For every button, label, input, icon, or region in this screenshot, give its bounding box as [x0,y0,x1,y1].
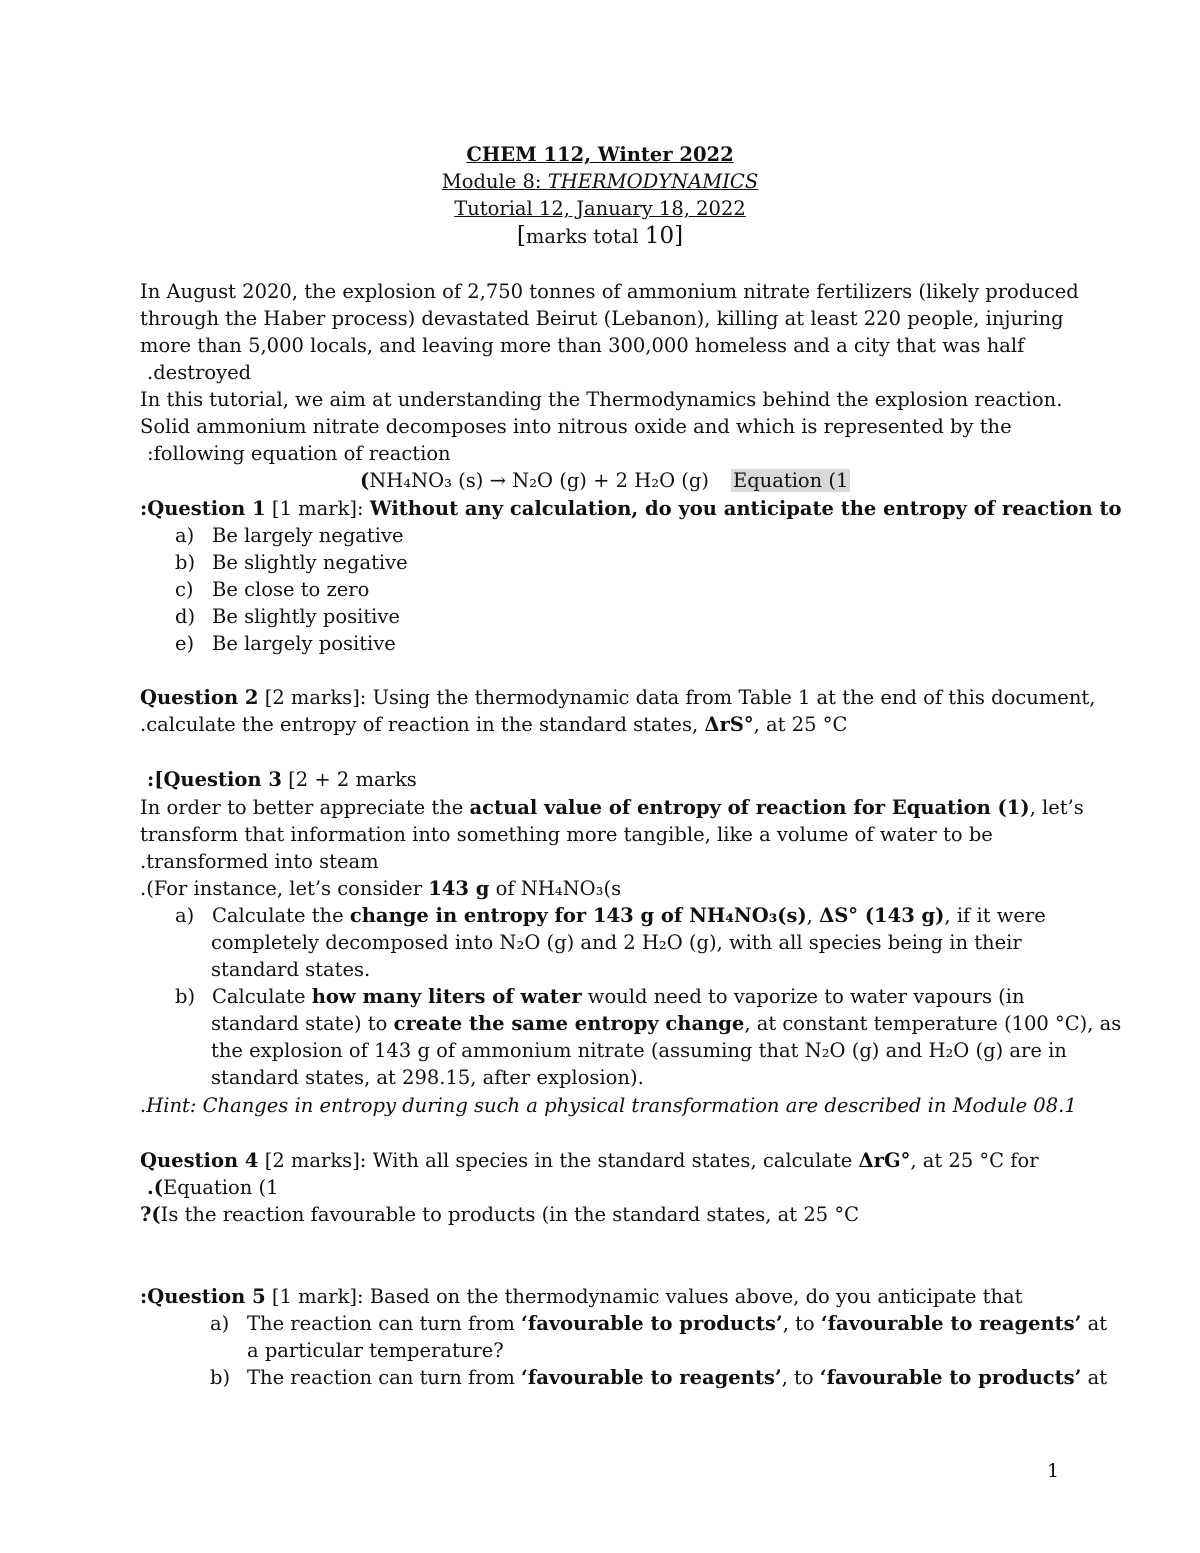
q5-prefix: : [140,1285,148,1308]
q3-hint: .Hint: Changes in entropy during such a physical transformation are described in Module 08.1 [140,1094,1077,1117]
q3b-line: the explosion of 143 g of ammonium nitrate (assuming that N₂O (g) and H₂O (g) are in [211,1039,1067,1062]
option-marker: c) [175,578,194,601]
course-title [0,142,1200,168]
q5a-bold-text: ‘favourable to products’ [521,1312,783,1335]
q5a-line [210,1311,1200,1337]
module-prefix: Module 8: [441,170,548,193]
q3-line [140,795,1200,821]
q1-prefix: : [140,497,148,520]
q2-text: .calculate the entropy of reaction in the standard states, [140,713,705,736]
q5b-line [210,1365,1200,1391]
q3b-bold-text: create the same entropy change [393,1012,745,1035]
option-text: Be slightly positive [212,605,400,628]
q4-line [140,1202,1200,1228]
q5b-text: , to [781,1366,820,1389]
module-name: THERMODYNAMICS [547,170,759,193]
q4-delta-symbol: ΔrG° [858,1149,911,1172]
option-marker: b) [210,1366,231,1389]
q3a-text: , [806,904,820,927]
intro-line: :following equation of reaction [147,442,451,465]
option-marker: e) [175,632,195,655]
q5-text: [1 mark]: Based on the thermodynamic values above, do you anticipate that [265,1285,1023,1308]
q3b-text: standard state) to [211,1012,394,1035]
q3a-line [175,903,1200,929]
equation-open-paren: ( [360,469,370,492]
q3b-text: , at constant temperature (100 °C), as [744,1012,1122,1035]
option-text: Be close to zero [212,578,370,601]
q5-label: Question 5 [147,1285,266,1308]
q2-delta-symbol: ΔrS° [704,713,754,736]
q4-text: [2 marks]: With all species in the standard states, calculate [258,1149,859,1172]
q5b-bold-text: ‘favourable to products’ [819,1366,1082,1389]
tutorial-title [0,196,1200,222]
q4-line [147,1175,1200,1201]
tutorial-text: Tutorial 12, January 18, 2022 [454,197,746,220]
option-marker: a) [175,904,195,927]
q3-bold-text: actual value of entropy of reaction for Equation (1) [469,796,1030,819]
q2-label: Question 2 [140,686,259,709]
intro-line: .destroyed [147,361,252,384]
q3b-line [211,1011,1200,1037]
q3a-line: completely decomposed into N₂O (g) and 2 H₂O (g), with all species being in their [211,931,1022,954]
q1-option [175,577,1200,603]
q4-text: , at 25 °C for [910,1149,1039,1172]
q4-label: Question 4 [140,1149,259,1172]
q4-text: Is the reaction favourable to products (in the standard states, at 25 °C [160,1203,860,1226]
q1-option [175,523,1200,549]
intro-line: more than 5,000 locals, and leaving more than 300,000 homeless and a city that was half [140,334,1025,357]
q2-text: , at 25 °C [753,713,848,736]
question-2-header [140,685,1200,711]
q1-question: Without any calculation, do you anticipate the entropy of reaction to [369,497,1122,520]
q3b-text: would need to vaporize to water vapours (in [581,985,1025,1008]
q5a-text: at [1081,1312,1108,1335]
q3a-line: standard states. [211,958,371,981]
q1-label: Question 1 [147,497,266,520]
equation-label: Equation (1 [732,469,849,492]
q1-marks: [1 mark]: [265,497,370,520]
option-marker: b) [175,551,196,574]
option-marker: a) [210,1312,230,1335]
q3-text: of NH₄NO₃(s [489,877,622,900]
equation-text: NH₄NO₃ (s) → N₂O (g) + 2 H₂O (g) [369,469,709,492]
question-1-header [140,496,1200,522]
option-marker: d) [175,605,196,628]
q3-marks: [2 + 2 marks [281,768,417,791]
q2-line [140,712,1200,738]
question-3-header [147,767,1200,793]
option-text: Be slightly negative [212,551,408,574]
q1-option [175,631,1200,657]
option-marker: a) [175,524,195,547]
intro-line: through the Haber process) devastated Beirut (Lebanon), killing at least 220 people, injuring [140,307,1064,330]
q4-punct: ?( [140,1203,161,1226]
q1-option [175,550,1200,576]
marks-text: marks total [525,225,645,248]
q5a-line: a particular temperature? [247,1339,504,1362]
q5a-text: , to [782,1312,821,1335]
q5a-bold-text: ‘favourable to reagents’ [820,1312,1082,1335]
option-text: Be largely positive [212,632,396,655]
q3-label: Question 3 [163,768,282,791]
q5b-text: The reaction can turn from [247,1366,522,1389]
q3a-text: , if it were [944,904,1046,927]
q3-line [140,876,1200,902]
intro-line: Solid ammonium nitrate decomposes into nitrous oxide and which is represented by the [140,415,1012,438]
q3b-text: Calculate [212,985,312,1008]
q1-option [175,604,1200,630]
q5b-bold-text: ‘favourable to reagents’ [521,1366,782,1389]
option-marker: b) [175,985,196,1008]
question-4-header [140,1148,1200,1174]
q5a-text: The reaction can turn from [247,1312,522,1335]
question-5-header [140,1284,1200,1310]
q3b-bold-text: how many liters of water [311,985,582,1008]
page-number: 1 [1047,1460,1060,1482]
q3-text: In order to better appreciate the [140,796,470,819]
q3-prefix: :[ [147,768,164,791]
intro-line: In this tutorial, we aim at understanding the Thermodynamics behind the explosion reaction. [140,388,1063,411]
q3a-text: Calculate the [212,904,350,927]
q3-text: .(For instance, let’s consider [140,877,429,900]
marks-open-bracket: [ [516,223,526,249]
q3b-line [175,984,1200,1010]
marks-total [0,223,1200,250]
q3-line: .transformed into steam [140,850,379,873]
marks-close-bracket: ] [674,223,684,249]
q2-text: [2 marks]: Using the thermodynamic data from Table 1 at the end of this document, [258,686,1096,709]
q3-text: , let’s [1029,796,1084,819]
q5b-text: at [1081,1366,1108,1389]
course-title-text: CHEM 112, Winter 2022 [466,143,734,166]
module-title [0,169,1200,195]
q3a-bold-text: change in entropy for 143 g of NH₄NO₃(s) [349,904,807,927]
q3a-bold-text: ΔS° (143 g) [819,904,945,927]
q4-text: Equation (1 [163,1176,279,1199]
q3b-line: standard states, at 298.15, after explosion). [211,1066,644,1089]
q3-line: transform that information into something more tangible, like a volume of water to be [140,823,993,846]
equation-line [360,468,850,494]
option-text: Be largely negative [212,524,404,547]
intro-line: In August 2020, the explosion of 2,750 tonnes of ammonium nitrate fertilizers (likely produced [140,280,1079,303]
marks-number: 10 [644,223,675,249]
q3-bold-text: 143 g [428,877,490,900]
q4-punct: .( [147,1176,164,1199]
